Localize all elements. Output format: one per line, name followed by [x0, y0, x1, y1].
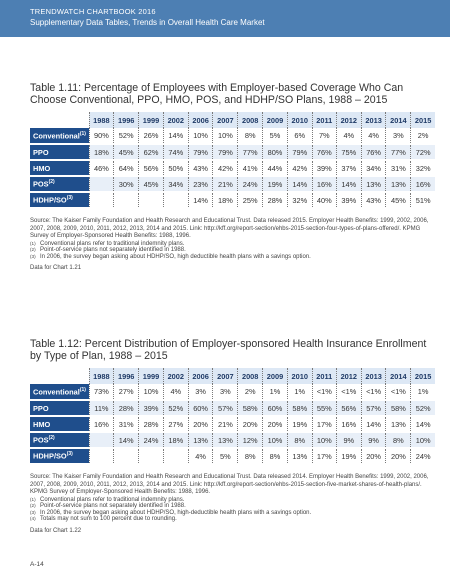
data-cell: 45% — [139, 176, 164, 192]
data-cell: 17% — [312, 416, 336, 432]
data-cell — [163, 448, 188, 464]
data-cell: 80% — [263, 144, 288, 160]
footnote-mark: (4) — [30, 516, 36, 522]
data-cell: 31% — [386, 160, 411, 176]
data-cell: 30% — [114, 176, 139, 192]
year-header: 2012 — [336, 112, 361, 128]
data-cell: 8% — [263, 448, 288, 464]
data-cell: 14% — [287, 176, 312, 192]
table-title: Table 1.12: Percent Distribution of Employer-sponsored Health Insurance Enrollment by Type of Plan, 1988 – 2015 — [30, 338, 427, 362]
table-row — [30, 144, 435, 160]
row-label — [30, 176, 89, 192]
footnotes — [30, 241, 440, 261]
data-cell: 56% — [336, 400, 361, 416]
plan-type-label: PPO — [33, 147, 49, 157]
data-cell: 14% — [188, 192, 213, 208]
table-header-row — [30, 112, 435, 128]
footnote-marker: (1) — [79, 386, 86, 393]
data-cell: 60% — [188, 400, 213, 416]
data-cell: 1% — [287, 384, 312, 400]
data-cell: 10% — [263, 432, 288, 448]
data-cell: 52% — [114, 128, 139, 144]
data-cell: 25% — [238, 192, 263, 208]
year-header: 2010 — [287, 368, 312, 384]
data-cell: 2% — [411, 128, 435, 144]
data-cell: 57% — [213, 400, 238, 416]
data-cell: 32% — [411, 160, 435, 176]
data-cell: 79% — [287, 144, 312, 160]
data-cell: 31% — [114, 416, 139, 432]
data-cell: 4% — [188, 448, 213, 464]
data-cell: 1% — [263, 384, 288, 400]
data-cell: 55% — [312, 400, 336, 416]
footnote-text: Conventional plans refer to traditional indemnity plans. — [40, 496, 185, 503]
source-note: Source: The Kaiser Family Foundation and Health Research and Educational Trust. Data released 2014. Employer Health Benefits: 1999, 2002, 2006, 2007, 2008, 2009, 2010, 2011, 2012, 2013, 2014 and 2015. Link: http://kff.org/report-section/ehbs-2015-section-five-market-shares-of-health-plans/. KPMG Survey of Employer-Sponsored Health Benefits: 1988, 1996. — [30, 474, 429, 495]
table-row — [30, 432, 435, 448]
data-cell: 10% — [411, 432, 435, 448]
year-header: 2015 — [411, 112, 435, 128]
year-header: 2010 — [287, 112, 312, 128]
year-header: 2013 — [361, 112, 386, 128]
data-cell: 14% — [336, 176, 361, 192]
table-row — [30, 128, 435, 144]
year-header: 1988 — [89, 368, 114, 384]
footnote-mark: (2) — [30, 503, 36, 509]
table-row — [30, 448, 435, 464]
data-cell: 13% — [386, 416, 411, 432]
footnote — [30, 516, 440, 523]
year-header: 2009 — [263, 368, 288, 384]
footnote-text: Point-of-service plans not separately identified in 1988. — [40, 247, 186, 254]
data-cell: 14% — [361, 416, 386, 432]
footnote-text: Conventional plans refer to traditional indemnity plans. — [40, 240, 185, 247]
data-cell: 79% — [213, 144, 238, 160]
plan-type-label: Conventional — [33, 131, 80, 141]
data-cell: 77% — [238, 144, 263, 160]
footnote-marker: (2) — [48, 179, 55, 186]
chart-reference: Data for Chart 1.22 — [30, 527, 82, 534]
data-cell — [139, 448, 164, 464]
plan-type-label: PPO — [33, 403, 49, 413]
data-cell: <1% — [312, 384, 336, 400]
data-cell: 76% — [312, 144, 336, 160]
year-header: 2015 — [411, 368, 435, 384]
year-header: 2014 — [386, 112, 411, 128]
data-cell: 8% — [386, 432, 411, 448]
data-cell: 24% — [139, 432, 164, 448]
footnotes — [30, 497, 440, 523]
data-cell — [114, 192, 139, 208]
data-cell: 17% — [312, 448, 336, 464]
data-cell — [89, 192, 114, 208]
year-header: 2012 — [336, 368, 361, 384]
footnote-text: Totals may not sum to 100 percent due to rounding. — [40, 516, 177, 523]
header-corner-cell — [30, 368, 89, 384]
data-cell: 8% — [238, 128, 263, 144]
year-header: 2009 — [263, 112, 288, 128]
footnote-marker: (1) — [79, 130, 86, 137]
data-cell: 79% — [188, 144, 213, 160]
table-section-1-12 — [30, 338, 440, 534]
data-cell: 3% — [188, 384, 213, 400]
data-cell: 60% — [263, 400, 288, 416]
data-cell: 90% — [89, 128, 114, 144]
footnote — [30, 510, 440, 517]
data-cell: 13% — [386, 176, 411, 192]
data-cell: 40% — [312, 192, 336, 208]
data-cell: 77% — [386, 144, 411, 160]
chartbook-title: TRENDWATCH CHARTBOOK 2016 — [30, 7, 156, 16]
data-cell: 72% — [411, 144, 435, 160]
data-cell: 21% — [213, 416, 238, 432]
data-cell: 5% — [213, 448, 238, 464]
data-cell: 42% — [213, 160, 238, 176]
data-cell: 28% — [263, 192, 288, 208]
data-cell: 4% — [163, 384, 188, 400]
data-cell: 13% — [287, 448, 312, 464]
row-label — [30, 192, 89, 208]
table-header-row — [30, 368, 435, 384]
data-cell: 76% — [361, 144, 386, 160]
data-cell: 24% — [238, 176, 263, 192]
data-cell: 37% — [336, 160, 361, 176]
data-cell: 18% — [89, 144, 114, 160]
header-corner-cell — [30, 112, 89, 128]
data-cell: 43% — [188, 160, 213, 176]
data-cell: 41% — [238, 160, 263, 176]
data-cell: 62% — [139, 144, 164, 160]
footnote-marker: (3) — [66, 451, 73, 458]
data-cell — [89, 448, 114, 464]
data-cell: 4% — [336, 128, 361, 144]
year-header: 2011 — [312, 368, 336, 384]
data-cell: 5% — [263, 128, 288, 144]
data-cell: 24% — [411, 448, 435, 464]
data-cell — [163, 192, 188, 208]
footnote-marker: (2) — [48, 435, 55, 442]
data-cell: 27% — [163, 416, 188, 432]
table-row — [30, 416, 435, 432]
data-cell: 10% — [312, 432, 336, 448]
data-cell: <1% — [361, 384, 386, 400]
data-cell: 58% — [287, 400, 312, 416]
year-header: 2002 — [163, 112, 188, 128]
data-cell: 58% — [238, 400, 263, 416]
data-cell: 58% — [386, 400, 411, 416]
data-cell — [89, 176, 114, 192]
footnote-text: In 2006, the survey began asking about HDHP/SO, high deductible health plans with a savings option. — [40, 253, 311, 260]
data-cell: 16% — [411, 176, 435, 192]
year-header: 2002 — [163, 368, 188, 384]
plan-type-label: HDHP/SO — [33, 195, 67, 205]
data-cell: 16% — [89, 416, 114, 432]
table-row — [30, 384, 435, 400]
data-cell: 28% — [114, 400, 139, 416]
row-label — [30, 384, 89, 400]
row-label — [30, 160, 89, 176]
plan-type-label: Conventional — [33, 387, 80, 397]
row-label — [30, 144, 89, 160]
data-cell: 26% — [139, 128, 164, 144]
footnote-text: In 2006, the survey began asking about HDHP/SO, high-deductible health plans with a savings option. — [40, 509, 312, 516]
year-header: 2007 — [213, 112, 238, 128]
plan-type-label: HMO — [33, 419, 51, 429]
data-cell: 28% — [139, 416, 164, 432]
data-cell: 46% — [89, 160, 114, 176]
footnote-mark: (3) — [30, 509, 36, 515]
data-cell: 57% — [361, 400, 386, 416]
year-header: 2014 — [386, 368, 411, 384]
chartbook-subtitle: Supplementary Data Tables, Trends in Overall Health Care Market — [30, 18, 265, 27]
data-cell: 52% — [411, 400, 435, 416]
plan-type-label: POS — [33, 179, 49, 189]
data-cell: 13% — [188, 432, 213, 448]
footnote-mark: (1) — [30, 496, 36, 502]
data-cell: 21% — [213, 176, 238, 192]
data-cell: 44% — [263, 160, 288, 176]
plan-type-label: HMO — [33, 163, 51, 173]
data-cell: 51% — [411, 192, 435, 208]
data-cell — [89, 432, 114, 448]
data-cell: 39% — [336, 192, 361, 208]
data-cell: 19% — [263, 176, 288, 192]
data-cell: 9% — [336, 432, 361, 448]
data-cell: 27% — [114, 384, 139, 400]
data-cell: 7% — [312, 128, 336, 144]
data-cell: 20% — [263, 416, 288, 432]
data-cell: 39% — [312, 160, 336, 176]
data-cell: 34% — [163, 176, 188, 192]
data-cell: 3% — [213, 384, 238, 400]
data-cell: 20% — [188, 416, 213, 432]
data-cell: 18% — [163, 432, 188, 448]
year-header: 2008 — [238, 368, 263, 384]
header-banner — [0, 0, 450, 37]
year-header: 1988 — [89, 112, 114, 128]
chart-reference: Data for Chart 1.21 — [30, 265, 82, 272]
table-title: Table 1.11: Percentage of Employees with Employer-based Coverage Who Can Choose Conventional, PPO, HMO, POS, and HDHP/SO Plans, 1988 – 2015 — [30, 82, 404, 106]
row-label — [30, 416, 89, 432]
data-cell: 12% — [238, 432, 263, 448]
data-cell: 74% — [163, 144, 188, 160]
data-table — [30, 368, 435, 465]
year-header: 2008 — [238, 112, 263, 128]
year-header: 2011 — [312, 112, 336, 128]
data-cell: 45% — [386, 192, 411, 208]
data-cell: 20% — [386, 448, 411, 464]
data-cell: 50% — [163, 160, 188, 176]
row-label — [30, 400, 89, 416]
data-cell: 73% — [89, 384, 114, 400]
footnote — [30, 254, 440, 261]
data-cell: <1% — [336, 384, 361, 400]
data-cell: 23% — [188, 176, 213, 192]
data-cell: 13% — [361, 176, 386, 192]
year-header: 1996 — [114, 112, 139, 128]
footnote-marker: (3) — [66, 195, 73, 202]
data-cell: 2% — [238, 384, 263, 400]
table-row — [30, 400, 435, 416]
table-row — [30, 192, 435, 208]
data-cell: 75% — [336, 144, 361, 160]
footnote — [30, 503, 440, 510]
data-table — [30, 112, 435, 209]
plan-type-label: POS — [33, 435, 49, 445]
data-cell: 20% — [238, 416, 263, 432]
data-cell: 16% — [312, 176, 336, 192]
data-cell: 14% — [163, 128, 188, 144]
data-cell: 10% — [188, 128, 213, 144]
data-cell: <1% — [386, 384, 411, 400]
row-label — [30, 432, 89, 448]
footnote-text: Point-of-service plans not separately identified in 1988. — [40, 503, 186, 510]
data-cell: 4% — [361, 128, 386, 144]
data-cell: 13% — [213, 432, 238, 448]
data-cell: 10% — [213, 128, 238, 144]
year-header: 1999 — [139, 368, 164, 384]
footnote-mark: (3) — [30, 253, 36, 259]
row-label — [30, 128, 89, 144]
footnote-mark: (2) — [30, 247, 36, 253]
data-cell: 56% — [139, 160, 164, 176]
data-cell: 14% — [411, 416, 435, 432]
data-cell: 11% — [89, 400, 114, 416]
data-cell: 52% — [163, 400, 188, 416]
data-cell: 34% — [361, 160, 386, 176]
data-cell: 10% — [139, 384, 164, 400]
footnote — [30, 497, 440, 504]
table-row — [30, 176, 435, 192]
year-header: 2006 — [188, 368, 213, 384]
data-cell: 16% — [336, 416, 361, 432]
data-cell: 19% — [287, 416, 312, 432]
data-cell: 6% — [287, 128, 312, 144]
year-header: 1996 — [114, 368, 139, 384]
data-cell: 43% — [361, 192, 386, 208]
table-row — [30, 160, 435, 176]
source-note: Source: The Kaiser Family Foundation and Health Research and Educational Trust. Data released 2015. Employer Health Benefits: 1999, 2002, 2006, 2007, 2008, 2009, 2010, 2011, 2012, 2013, 2014 and 2015. Link: http://kff.org/report-section/ehbs-2015-section-four-types-of-plans-offered/. KPMG Survey of Employer-Sponsored Health Benefits: 1988, 1996. — [30, 218, 429, 239]
data-cell: 64% — [114, 160, 139, 176]
footnote-mark: (1) — [30, 240, 36, 246]
page-number: A-14 — [30, 561, 44, 568]
data-cell: 8% — [287, 432, 312, 448]
plan-type-label: HDHP/SO — [33, 451, 67, 461]
year-header: 2006 — [188, 112, 213, 128]
data-cell — [114, 448, 139, 464]
data-cell — [139, 192, 164, 208]
data-cell: 1% — [411, 384, 435, 400]
year-header: 2013 — [361, 368, 386, 384]
row-label — [30, 448, 89, 464]
data-cell: 18% — [213, 192, 238, 208]
data-cell: 9% — [361, 432, 386, 448]
data-cell: 39% — [139, 400, 164, 416]
data-cell: 8% — [238, 448, 263, 464]
data-cell: 19% — [336, 448, 361, 464]
data-cell: 42% — [287, 160, 312, 176]
footnote — [30, 247, 440, 254]
data-cell: 14% — [114, 432, 139, 448]
table-section-1-11 — [30, 82, 440, 271]
year-header: 2007 — [213, 368, 238, 384]
data-cell: 3% — [386, 128, 411, 144]
data-cell: 45% — [114, 144, 139, 160]
footnote — [30, 241, 440, 248]
year-header: 1999 — [139, 112, 164, 128]
data-cell: 20% — [361, 448, 386, 464]
data-cell: 32% — [287, 192, 312, 208]
